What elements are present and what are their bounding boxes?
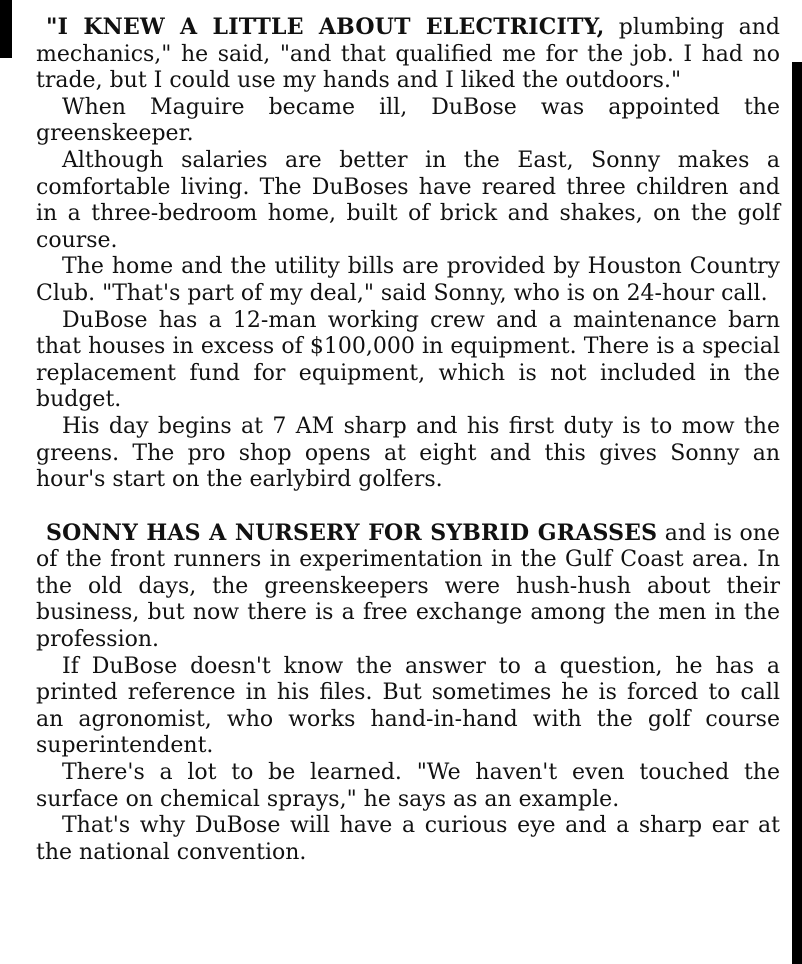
paragraph-convention: That's why DuBose will have a curious eye and a sharp ear at the national convention. [36,813,780,865]
paragraph-text: plumbing and mechanics," he said, "and that qualified me for the job. I had no trade, but I could use my hands and I liked the outdoors." [36,15,781,94]
paragraph-reference: If DuBose doesn't know the answer to a question, he has a printed reference in his files. But sometimes he is forced to call an agronomist, who works hand-in-hand with the golf course superintendent. [36,653,780,759]
article-column [36,14,780,866]
paragraph-text: and is one of the front runners in experimentation in the Gulf Coast area. In the old days, the greenskeepers were hush-hush about their business, but now there is a free exchange among the men in the profession. [36,520,780,653]
paragraph-learned: There's a lot to be learned. "We haven't even touched the surface on chemical sprays," he says as an example. [36,760,780,812]
paragraph-salaries: Although salaries are better in the East, Sonny makes a comfortable living. The DuBoses have reared three children and in a three-bedroom home, built of brick and shakes, on the golf course. [36,147,780,253]
run-in-caps: "I KNEW A LITTLE ABOUT ELECTRICITY, [46,14,605,40]
paragraph-electricity [36,14,780,95]
paragraph-crew: DuBose has a 12-man working crew and a maintenance barn that houses in excess of $100,000 in equipment. There is a special replacement fund for equipment, which is not included in the budget. [36,307,780,413]
section-break [36,494,780,520]
paragraph-nursery [36,520,780,654]
paragraph-maguire: When Maguire became ill, DuBose was appointed the greenskeeper. [36,94,780,147]
paragraph-home-utilities: The home and the utility bills are provided by Houston Country Club. "That's part of my deal," said Sonny, who is on 24-hour call. [36,254,780,306]
run-in-caps: SONNY HAS A NURSERY FOR SYBRID GRASSES [46,519,658,546]
paragraph-day-begins: His day begins at 7 AM sharp and his first duty is to mow the greens. The pro shop opens at eight and this gives Sonny an hour's start on the earlybird golfers. [36,413,780,493]
right-edge-bar [792,62,802,964]
left-edge-bar [0,0,12,58]
